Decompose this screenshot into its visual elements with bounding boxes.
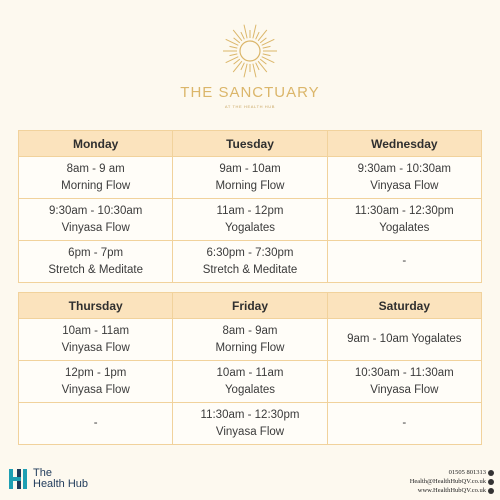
website-row[interactable] (410, 486, 494, 495)
email-icon (488, 479, 494, 485)
sun-ray (230, 46, 238, 48)
class-name: Vinyasa Flow (370, 179, 439, 192)
empty-dash: - (402, 417, 407, 429)
email-link[interactable]: Health@HealthHubQV.co.uk (409, 478, 486, 485)
class-name: Morning Flow (215, 341, 285, 354)
table-row (19, 157, 482, 199)
sun-ray (256, 63, 259, 70)
class-cell (19, 199, 173, 241)
class-time-and-name: 9am - 10am Yogalates (347, 333, 462, 345)
sun-ray (241, 32, 244, 39)
day-header: Monday (19, 131, 173, 157)
table-row (19, 403, 482, 445)
class-name: Yogalates (379, 221, 430, 234)
class-cell (19, 319, 173, 361)
class-time: 9:30am - 10:30am (48, 204, 143, 217)
website-link[interactable]: www.HealthHubQV.co.uk (417, 487, 486, 494)
logo-text-line1: The (33, 467, 52, 479)
table-header-row (19, 293, 482, 319)
class-cell (327, 157, 481, 199)
sun-ray (244, 25, 247, 39)
empty-dash: - (93, 417, 98, 429)
class-time: 10am - 11am (62, 324, 130, 337)
class-cell (173, 241, 327, 283)
sun-ray (263, 54, 271, 56)
brand-subtitle: AT THE HEALTH HUB (224, 104, 276, 109)
class-name: Stretch & Meditate (202, 263, 298, 276)
empty-cell (19, 403, 173, 445)
class-cell (173, 403, 327, 445)
class-time: 9:30am - 10:30am (357, 162, 451, 175)
class-name: Vinyasa Flow (61, 341, 130, 354)
sun-ray (263, 46, 271, 48)
contact-info (410, 468, 494, 495)
class-name: Stretch & Meditate (48, 263, 143, 276)
class-time: 11:30am - 12:30pm (354, 204, 454, 217)
brand-name: THE SANCTUARY (180, 84, 320, 101)
sun-ray (234, 59, 240, 64)
health-hub-logo (9, 468, 88, 490)
table-row (19, 361, 482, 403)
sun-ray (234, 38, 240, 43)
class-time: 8am - 9am (222, 324, 278, 337)
day-header: Thursday (19, 293, 173, 319)
empty-cell (327, 241, 481, 283)
class-time: 11:30am - 12:30pm (200, 408, 300, 421)
class-name: Morning Flow (215, 179, 285, 192)
sun-ray (253, 64, 256, 78)
empty-dash: - (402, 255, 407, 267)
class-name: Yogalates (224, 383, 276, 396)
class-cell (19, 241, 173, 283)
day-header: Wednesday (327, 131, 481, 157)
sun-ray (241, 63, 244, 70)
class-time: 6pm - 7pm (68, 246, 124, 259)
health-hub-icon (9, 469, 29, 489)
class-time: 6:30pm - 7:30pm (206, 246, 294, 259)
day-header: Saturday (327, 293, 481, 319)
class-name: Vinyasa Flow (370, 383, 439, 396)
class-time: 12pm - 1pm (64, 366, 127, 379)
class-time: 9am - 10am (219, 162, 281, 175)
sun-ray (260, 38, 266, 43)
phone-number: 01505 801313 (448, 469, 486, 476)
class-cell (173, 157, 327, 199)
class-cell (327, 319, 481, 361)
logo-text-line2: Health Hub (33, 478, 89, 490)
sun-ray (256, 32, 259, 39)
sun-ray (244, 64, 247, 78)
class-cell (19, 157, 173, 199)
class-name: Vinyasa Flow (61, 221, 130, 234)
class-time: 8am - 9 am (66, 162, 125, 175)
table-header-row (19, 131, 482, 157)
schedule-table-week-start (18, 130, 482, 283)
class-cell (327, 199, 481, 241)
table-row (19, 241, 482, 283)
class-time: 10am - 11am (216, 366, 284, 379)
class-cell (173, 319, 327, 361)
sun-ray (230, 54, 238, 56)
class-name: Vinyasa Flow (215, 425, 285, 438)
sun-ray (253, 25, 256, 39)
globe-icon (488, 488, 494, 494)
phone-icon (488, 470, 494, 476)
table-row (19, 199, 482, 241)
class-cell (173, 199, 327, 241)
class-time: 10:30am - 11:30am (354, 366, 454, 379)
class-cell (327, 361, 481, 403)
sun-ray (260, 59, 266, 64)
class-name: Morning Flow (61, 179, 131, 192)
class-cell (173, 361, 327, 403)
class-name: Yogalates (224, 221, 276, 234)
phone-row (410, 468, 494, 477)
empty-cell (327, 403, 481, 445)
sun-icon (220, 22, 280, 80)
schedule-table-week-end (18, 292, 482, 445)
table-row (19, 319, 482, 361)
class-name: Vinyasa Flow (61, 383, 130, 396)
email-row[interactable] (410, 477, 494, 486)
class-time: 11am - 12pm (216, 204, 284, 217)
day-header: Friday (173, 293, 327, 319)
sanctuary-logo (0, 22, 500, 109)
class-cell (19, 361, 173, 403)
day-header: Tuesday (173, 131, 327, 157)
